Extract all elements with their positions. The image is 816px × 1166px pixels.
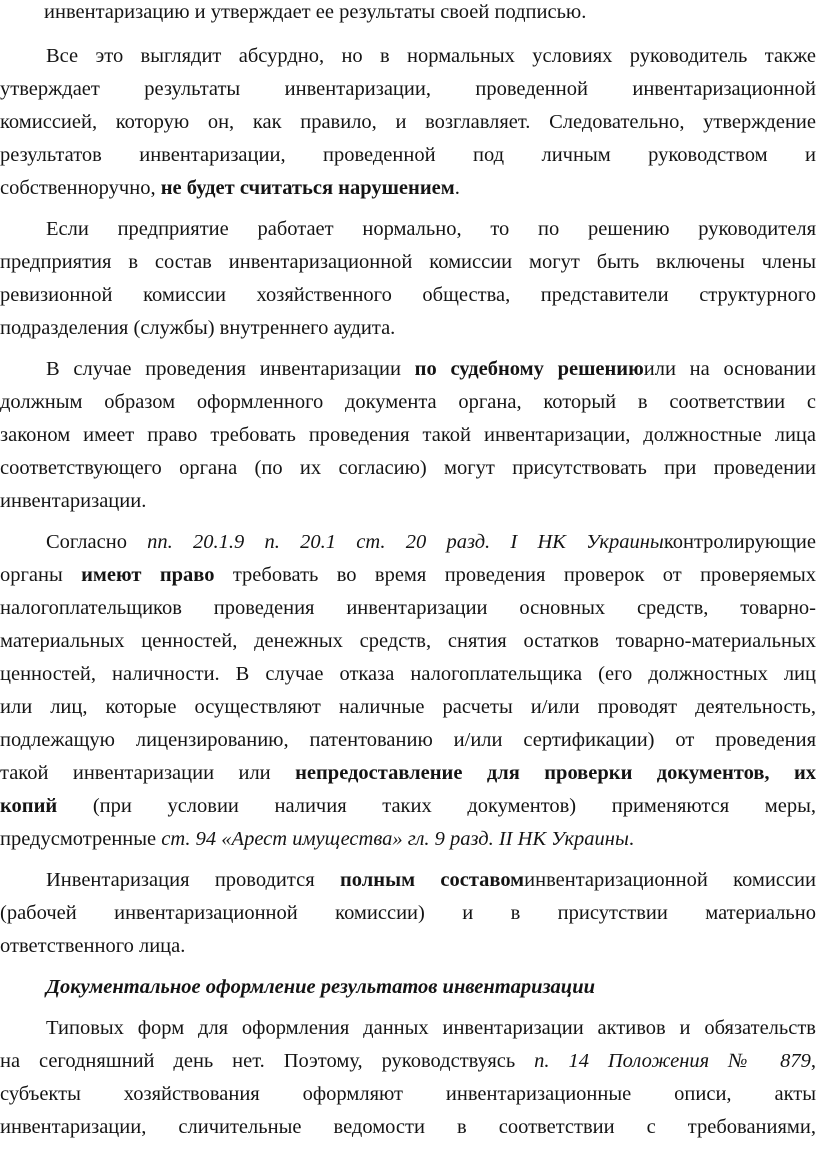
paragraph-line: инвентаризацию и утверждает ее результаты своей подписью. <box>44 1 587 23</box>
paragraph-line: предприятия в состав инвентаризационной комиссии могут быть включены члены <box>0 251 816 273</box>
paragraph-line: или лиц, которые осуществляют наличные расчеты и/или проводят деятельность, <box>0 696 816 718</box>
legal-reference: пп. 20.1.9 п. 20.1 ст. 20 разд. I НК Украины <box>147 531 664 553</box>
paragraph-line: налогоплательщиков проведения инвентаризации основных средств, товарно- <box>0 597 816 619</box>
paragraph-line: утверждает результаты инвентаризации, проведенной инвентаризационной <box>0 78 816 100</box>
paragraph-line: ответственного лица. <box>0 935 186 957</box>
paragraph-line: подразделения (службы) внутреннего аудита. <box>0 317 396 339</box>
section-heading: Документальное оформление результатов инвентаризации <box>46 976 596 998</box>
paragraph-line: ценностей, наличности. В случае отказа налогоплательщика (его должностных лиц <box>0 663 816 685</box>
paragraph-line: Типовых форм для оформления данных инвентаризации активов и обязательств <box>46 1017 816 1039</box>
paragraph-line: В случае проведения инвентаризации по судебному решениюили на основании <box>46 358 816 380</box>
paragraph-line: (рабочей инвентаризационной комиссии) и в присутствии материально <box>0 902 816 924</box>
emphasis-text: не будет считаться нарушением <box>160 177 455 199</box>
paragraph-line: соответствующего органа (по их согласию) могут присутствовать при проведении <box>0 457 816 479</box>
emphasis-text: имеют право <box>81 564 215 586</box>
paragraph-line: предусмотренные ст. 94 «Арест имущества» гл. 9 разд. II НК Украины. <box>0 828 634 850</box>
emphasis-text: копий <box>0 795 58 817</box>
paragraph-line: подлежащую лицензированию, патентованию и/или сертификации) от проведения <box>0 729 816 751</box>
paragraph-line: комиссией, которую он, как правило, и возглавляет. Следовательно, утверждение <box>0 111 816 133</box>
paragraph-line: материальных ценностей, денежных средств, снятия остатков товарно-материальных <box>0 630 816 652</box>
paragraph-line: Инвентаризация проводится полным составоминвентаризационной комиссии <box>46 869 816 891</box>
paragraph-line: собственноручно, не будет считаться нарушением. <box>0 177 460 199</box>
paragraph-line: субъекты хозяйствования оформляют инвентаризационные описи, акты <box>0 1083 816 1105</box>
paragraph-line: такой инвентаризации или непредоставление для проверки документов, их <box>0 762 816 784</box>
paragraph-line: органы имеют право требовать во время проведения проверок от проверяемых <box>0 564 816 586</box>
paragraph-line: результатов инвентаризации, проведенной под личным руководством и <box>0 144 816 166</box>
emphasis-text: непредоставление для проверки документов, их <box>295 762 816 784</box>
paragraph-line: должным образом оформленного документа органа, который в соответствии с <box>0 391 816 413</box>
paragraph-line: Согласно пп. 20.1.9 п. 20.1 ст. 20 разд. I НК Украиныконтролирующие <box>46 531 816 553</box>
paragraph-line: Если предприятие работает нормально, то по решению руководителя <box>46 218 816 240</box>
paragraph-line: законом имеет право требовать проведения такой инвентаризации, должностные лица <box>0 424 816 446</box>
legal-reference: п. 14 Положения № 879 <box>534 1050 811 1072</box>
emphasis-text: по судебному решению <box>414 358 644 380</box>
emphasis-text: полным составом <box>339 869 525 891</box>
paragraph-line: копий (при условии наличия таких документов) применяются меры, <box>0 795 816 817</box>
paragraph-line: инвентаризации, сличительные ведомости в соответствии с требованиями, <box>0 1116 816 1138</box>
legal-reference: ст. 94 «Арест имущества» гл. 9 разд. II НК Украины <box>161 828 629 850</box>
paragraph-line: Все это выглядит абсурдно, но в нормальных условиях руководитель также <box>46 45 816 67</box>
paragraph-line: инвентаризации. <box>0 490 147 512</box>
paragraph-line: на сегодняшний день нет. Поэтому, руководствуясь п. 14 Положения № 879, <box>0 1050 816 1072</box>
paragraph-line: ревизионной комиссии хозяйственного общества, представители структурного <box>0 284 816 306</box>
